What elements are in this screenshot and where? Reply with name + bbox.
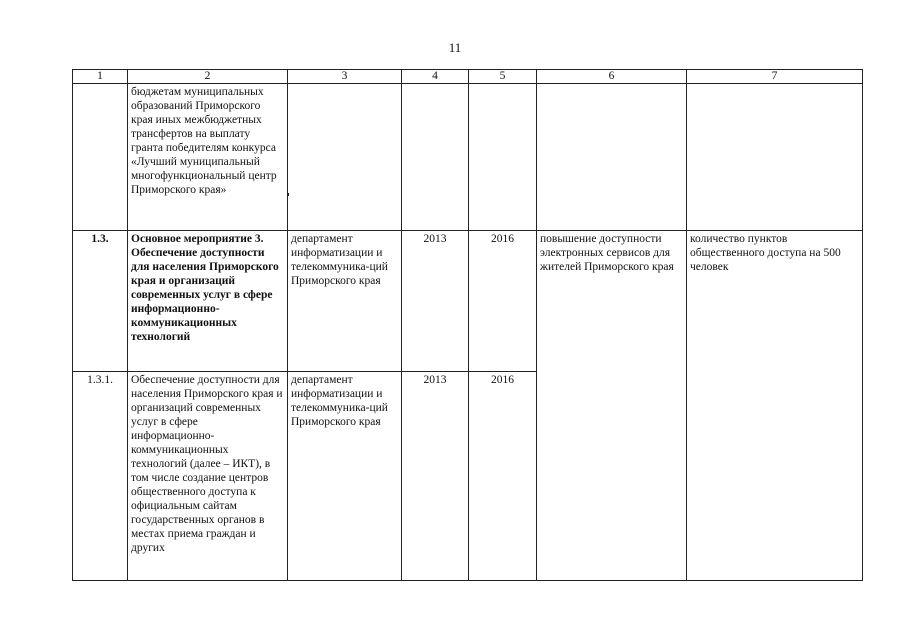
end-year: 2016 bbox=[469, 372, 537, 581]
expected-result bbox=[537, 84, 687, 231]
executor bbox=[288, 84, 402, 231]
start-year bbox=[402, 84, 469, 231]
executor: департамент информатизации и телекоммуника-ций Приморского края bbox=[288, 372, 402, 581]
page-number: 11 bbox=[448, 40, 462, 55]
row-number: 1.3.1. bbox=[73, 372, 128, 581]
indicator: количество пунктов общественного доступа на 500 человек bbox=[687, 231, 863, 581]
column-header: 3 bbox=[288, 70, 402, 84]
table-row bbox=[73, 231, 863, 372]
end-year: 2016 bbox=[469, 231, 537, 372]
activity-name: Обеспечение доступности для населения Приморского края и организаций современных услуг в сфере информационно-коммуникационных технологий (далее – ИКТ), в том числе создание центров общественного доступа к официальным сайтам государственных органов в местах приема граждан и других bbox=[128, 372, 288, 581]
header-row bbox=[73, 70, 863, 84]
program-activities-table bbox=[72, 69, 863, 581]
start-year: 2013 bbox=[402, 372, 469, 581]
row-number bbox=[73, 84, 128, 231]
executor: департамент информатизации и телекоммуника-ций Приморского края bbox=[288, 231, 402, 372]
column-header: 1 bbox=[73, 70, 128, 84]
activity-name: Основное мероприятие 3. Обеспечение доступности для населения Приморского края и организаций современных услуг в сфере информационно-коммуникационных технологий bbox=[128, 231, 288, 372]
column-header: 7 bbox=[687, 70, 863, 84]
table-row bbox=[73, 84, 863, 231]
column-header: 4 bbox=[402, 70, 469, 84]
column-header: 5 bbox=[469, 70, 537, 84]
column-header: 6 bbox=[537, 70, 687, 84]
activity-name: бюджетам муниципальных образований Приморского края иных межбюджетных трансфертов на выплату гранта победителям конкурса «Лучший муниципальный многофункциональный центр Приморского края» bbox=[128, 84, 288, 231]
indicator bbox=[687, 84, 863, 231]
expected-result: повышение доступности электронных сервисов для жителей Приморского края bbox=[537, 231, 687, 581]
start-year: 2013 bbox=[402, 231, 469, 372]
end-year bbox=[469, 84, 537, 231]
column-header: 2 bbox=[128, 70, 288, 84]
stray-mark bbox=[287, 193, 289, 196]
row-number: 1.3. bbox=[73, 231, 128, 372]
